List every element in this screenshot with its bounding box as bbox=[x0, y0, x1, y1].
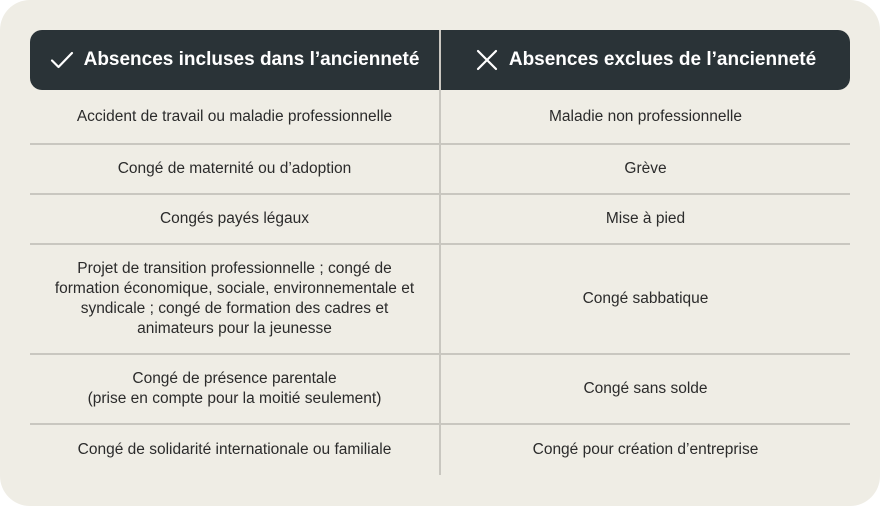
table-row bbox=[30, 145, 850, 195]
table-row bbox=[30, 355, 850, 425]
table-header bbox=[30, 30, 850, 90]
seniority-absences-table bbox=[30, 30, 850, 475]
excluded-cell: Congé sans solde bbox=[439, 355, 850, 423]
header-included bbox=[30, 30, 439, 90]
table-row bbox=[30, 90, 850, 145]
excluded-cell: Grève bbox=[439, 145, 850, 193]
excluded-cell: Congé sabbatique bbox=[439, 245, 850, 353]
header-excluded-label: Absences exclues de l’ancienneté bbox=[508, 49, 817, 70]
cross-icon bbox=[475, 48, 499, 72]
excluded-cell: Maladie non professionnelle bbox=[439, 90, 850, 143]
table-row bbox=[30, 195, 850, 245]
header-excluded bbox=[439, 30, 850, 90]
included-cell: Projet de transition professionnelle ; congé de formation économique, sociale, environnementale et syndicale ; congé de formation des cadres et animateurs pour la jeunesse bbox=[54, 260, 415, 337]
excluded-cell: Congé pour création d’entreprise bbox=[439, 425, 850, 475]
excluded-cell: Mise à pied bbox=[439, 195, 850, 243]
included-cell: Congé de présence parentale (prise en compte pour la moitié seulement) bbox=[87, 370, 382, 407]
included-cell: Congé de maternité ou d’adoption bbox=[117, 160, 352, 177]
table-row bbox=[30, 245, 850, 355]
included-cell: Congé de solidarité internationale ou familiale bbox=[77, 441, 392, 458]
included-cell: Accident de travail ou maladie professionnelle bbox=[76, 107, 393, 125]
included-cell: Congés payés légaux bbox=[159, 210, 310, 227]
header-included-label: Absences incluses dans l’ancienneté bbox=[83, 49, 420, 70]
table-row bbox=[30, 425, 850, 475]
check-icon bbox=[50, 48, 74, 72]
